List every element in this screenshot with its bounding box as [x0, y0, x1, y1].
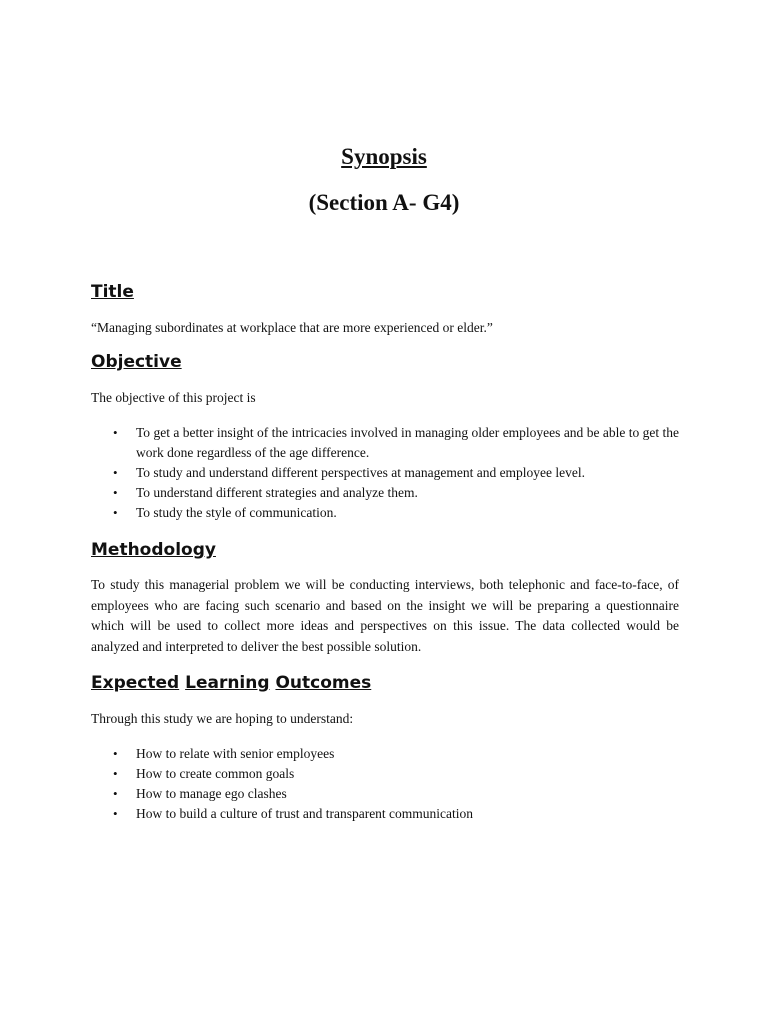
outcomes-list [91, 744, 679, 824]
list-item-text: How to create common goals [136, 766, 295, 781]
title-heading-text: Title [91, 282, 134, 302]
list-item [91, 784, 679, 804]
bullet-icon: • [113, 806, 118, 821]
outcomes-heading-word: Learning [185, 673, 270, 693]
outcomes-heading-word: Outcomes [275, 673, 372, 693]
list-item [91, 744, 679, 764]
title-body: “Managing subordinates at workplace that are more experienced or elder.” [91, 320, 493, 335]
list-item [91, 463, 679, 483]
outcomes-heading-word: Expected [91, 673, 180, 693]
bullet-icon: • [113, 425, 118, 440]
list-item-text: To get a better insight of the intricacies involved in managing older employees and be able to get the work done regardless of the age difference. [136, 425, 679, 460]
list-item [91, 804, 679, 824]
title-heading [91, 281, 134, 303]
bullet-icon: • [113, 505, 118, 520]
list-item [91, 423, 679, 463]
list-item [91, 483, 679, 503]
methodology-body: To study this managerial problem we will be conducting interviews, both telephonic and face-to-face, of employees who are facing such scenario and based on the insight we will be preparing a questionnaire which will be used to collect more ideas and perspectives on this issue. The data collected would be analyzed and interpreted to deliver the best possible solution. [91, 577, 679, 654]
outcomes-intro: Through this study we are hoping to understand: [91, 711, 354, 726]
list-item [91, 764, 679, 784]
document-title: Synopsis [341, 144, 427, 169]
list-item [91, 503, 679, 523]
objective-heading [91, 351, 182, 373]
bullet-icon: • [113, 746, 118, 761]
document-subtitle: (Section A- G4) [308, 190, 460, 215]
outcomes-heading [91, 672, 371, 694]
bullet-icon: • [113, 465, 118, 480]
methodology-heading [91, 539, 216, 561]
list-item-text: How to build a culture of trust and transparent communication [136, 806, 474, 821]
list-item-text: To study and understand different perspectives at management and employee level. [136, 465, 586, 480]
list-item-text: To study the style of communication. [136, 505, 337, 520]
bullet-icon: • [113, 766, 118, 781]
bullet-icon: • [113, 786, 118, 801]
bullet-icon: • [113, 485, 118, 500]
methodology-heading-text: Methodology [91, 540, 216, 560]
objective-heading-text: Objective [91, 352, 182, 372]
objective-intro: The objective of this project is [91, 390, 256, 405]
list-item-text: To understand different strategies and analyze them. [136, 485, 418, 500]
objective-list [91, 423, 679, 523]
list-item-text: How to relate with senior employees [136, 746, 335, 761]
list-item-text: How to manage ego clashes [136, 786, 287, 801]
